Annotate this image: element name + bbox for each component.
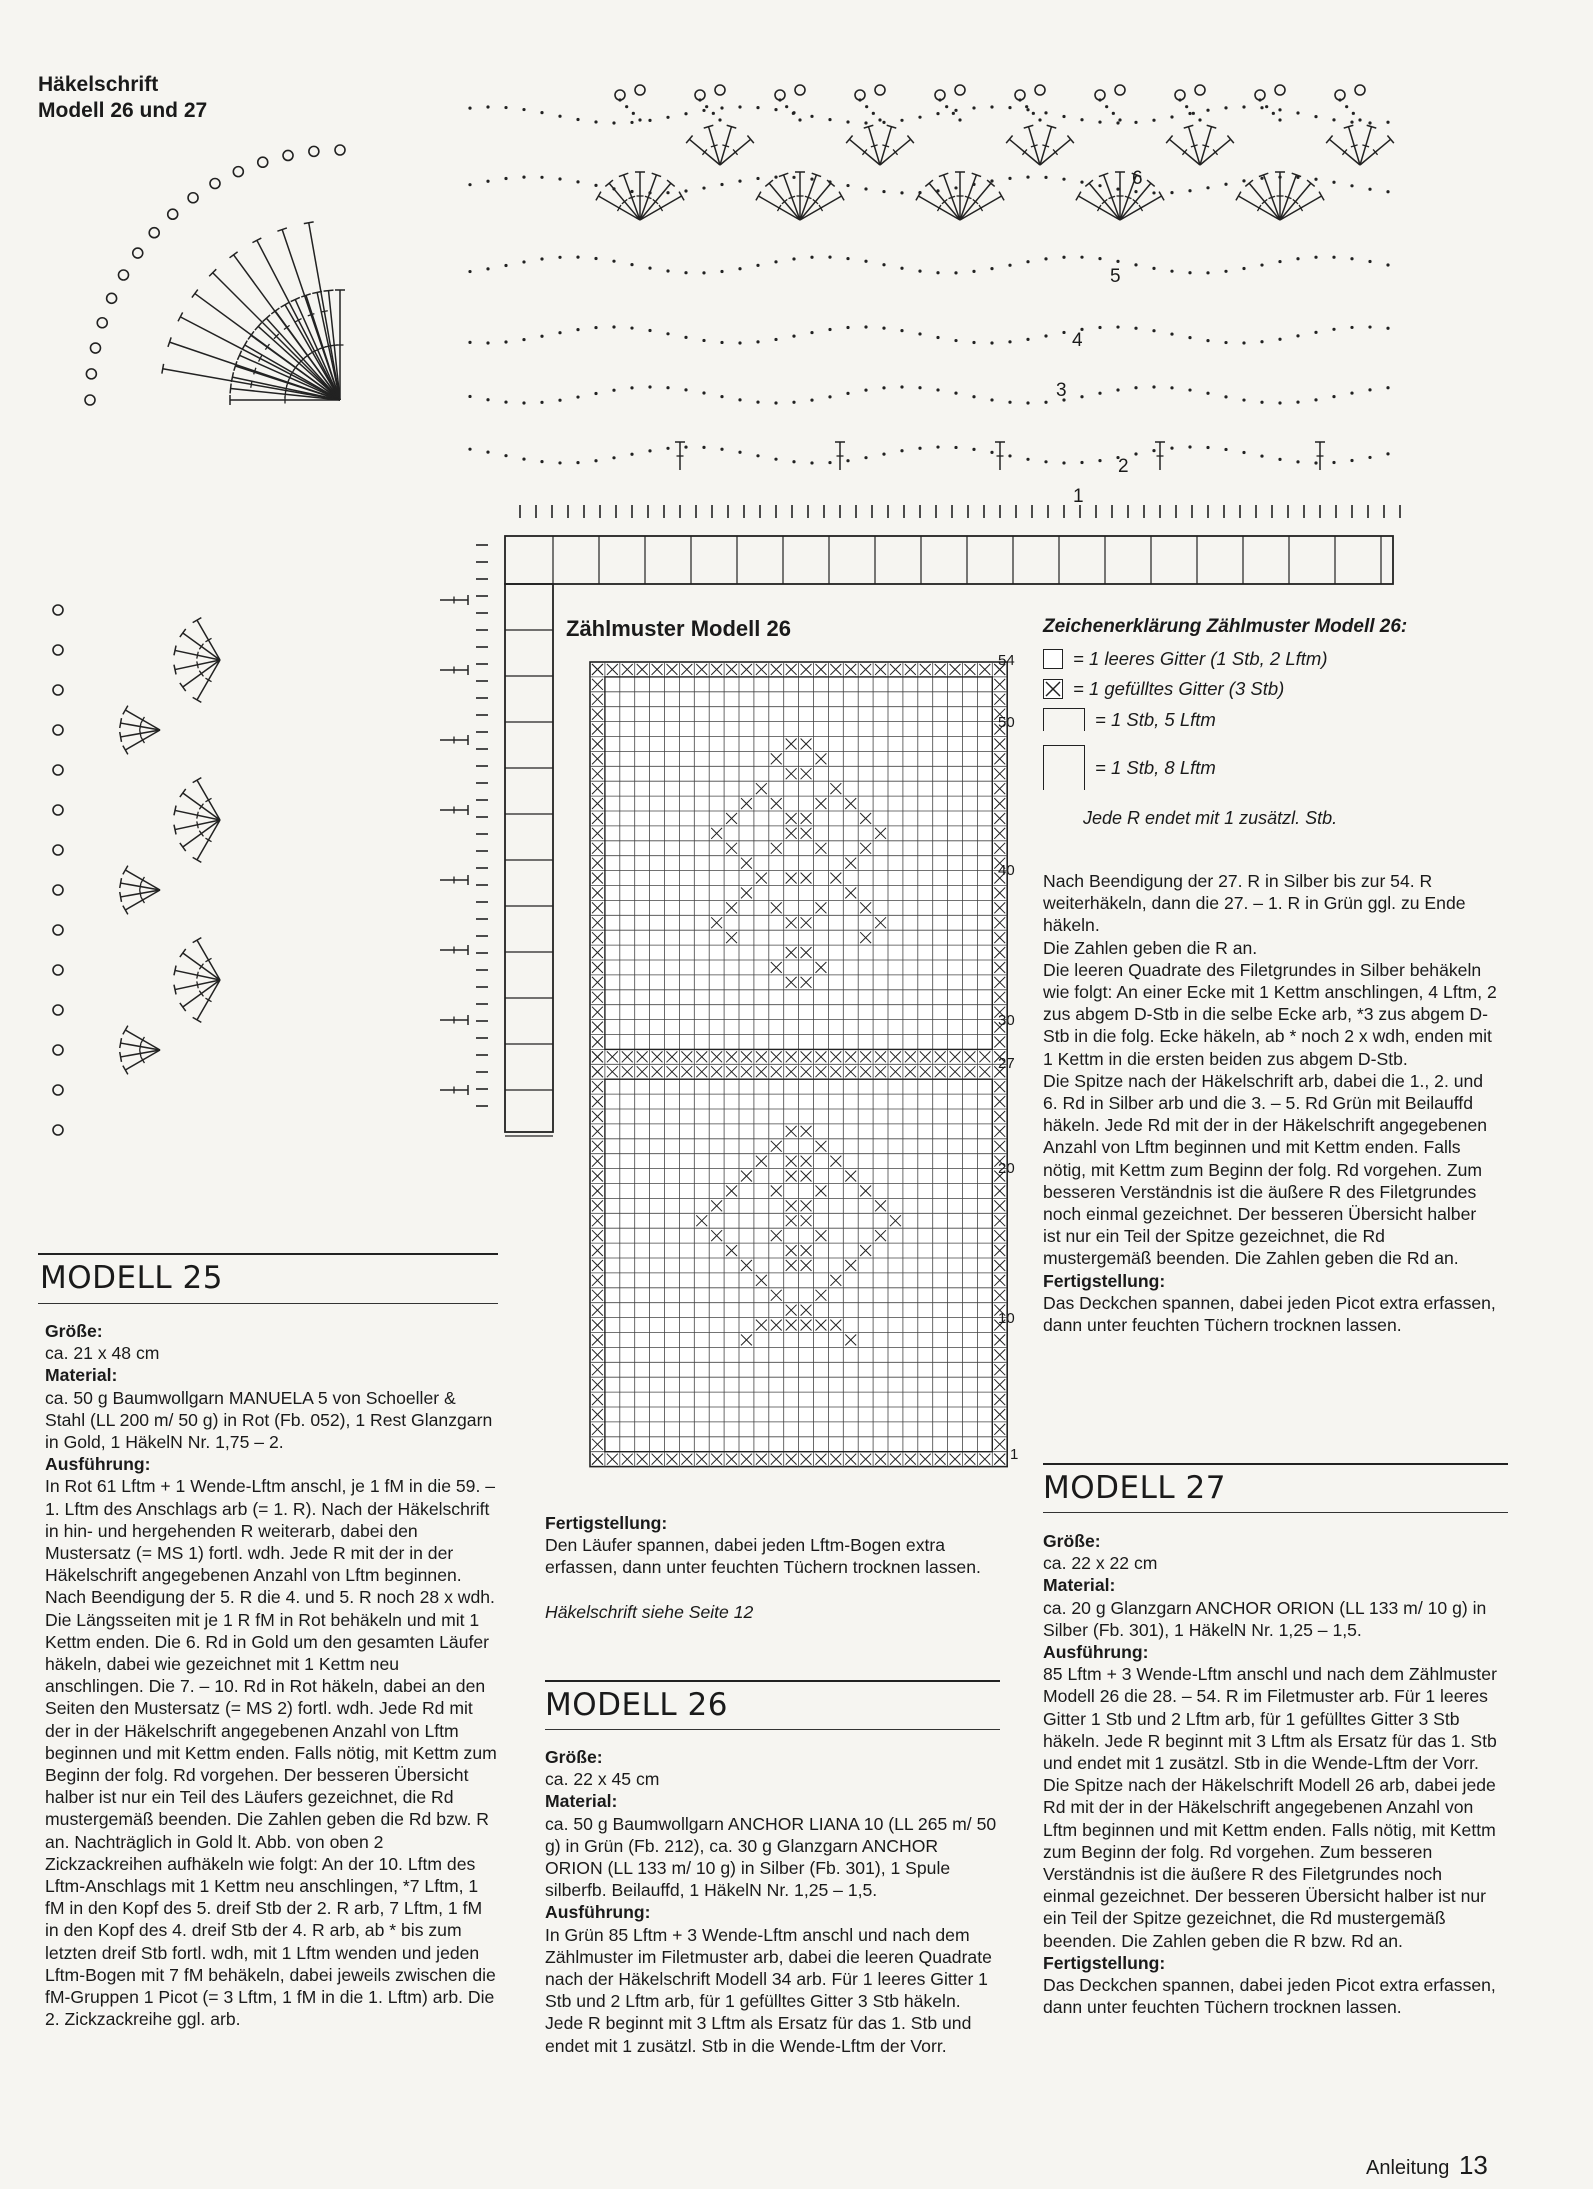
filet-chart bbox=[560, 640, 1030, 1480]
modell25-rule-bottom bbox=[38, 1303, 498, 1304]
row-number-2: 2 bbox=[1118, 456, 1129, 477]
legend-item-empty bbox=[1043, 648, 1563, 670]
modell26-groesse: ca. 22 x 45 cm bbox=[545, 1769, 660, 1790]
modell25-rule-top bbox=[38, 1253, 498, 1255]
empty-square-icon bbox=[1043, 649, 1063, 669]
modell26-rule-top bbox=[545, 1680, 1000, 1682]
diagram-title-line1: Häkelschrift bbox=[38, 73, 159, 96]
chart-row-27: 27 bbox=[998, 1055, 1015, 1072]
legend-item-bracket-small bbox=[1043, 708, 1563, 731]
modell26-heading: MODELL 26 bbox=[545, 1687, 728, 1723]
legend-note: Jede R endet mit 1 zusätzl. Stb. bbox=[1083, 808, 1338, 828]
chart-row-54: 54 bbox=[998, 652, 1015, 669]
legend bbox=[1043, 616, 1563, 829]
modell26-continuation bbox=[1043, 870, 1498, 1336]
right-p1: Nach Beendigung der 27. R in Silber bis zur 54. R weiterhäkeln, dann die 27. – 1. R in Grün ggl. zu Ende häkeln. bbox=[1043, 871, 1466, 936]
right-p3: Die leeren Quadrate des Filetgrundes in Silber behäkeln wie folgt: An einer Ecke mit 1 Kettm anschlingen, 4 Lftm, 2 zus abgem D-Stb in die selbe Ecke arb, *3 zus abgem D-Stb in die folg. Ecke häkeln, ab * noch 2 x wdh, enden mit 1 Kettm in die ersten beiden zus abgem D-Stb. bbox=[1043, 959, 1497, 1069]
row-number-3: 3 bbox=[1056, 380, 1067, 401]
footer-section: Anleitung bbox=[1366, 2157, 1450, 2179]
modell26-rule-bottom bbox=[545, 1729, 1000, 1730]
modell26-material-label: Material: bbox=[545, 1791, 618, 1812]
legend-title: Zeichenerklärung Zählmuster Modell 26: bbox=[1043, 616, 1408, 637]
modell26-ausfuehrung: In Grün 85 Lftm + 3 Wende-Lftm anschl und nach dem Zählmuster im Filetmuster arb, dabei die leeren Quadrate nach der Häkelschrift Modell 34 arb. Für 1 leeres Gitter 1 Stb und 2 Lftm arb, für 1 gefülltes Gitter 3 Stb häkeln. Jede R beginnt mit 3 Lftm als Ersatz für das 1. Stb und endet mit 1 zusätzl. Stb in die Wende-Lftm der Vorr. bbox=[545, 1924, 992, 2056]
modell26-ausfuehrung-label: Ausführung: bbox=[545, 1902, 651, 1923]
chart-row-50: 50 bbox=[998, 714, 1015, 731]
bracket-large-icon bbox=[1043, 745, 1085, 790]
legend-text-bracket-small: = 1 Stb, 5 Lftm bbox=[1095, 708, 1216, 730]
modell27-fertig-label: Fertigstellung: bbox=[1043, 1952, 1166, 1973]
filled-square-icon bbox=[1043, 679, 1063, 699]
right-fertig-label: Fertigstellung: bbox=[1043, 1270, 1166, 1291]
chart-title: Zählmuster Modell 26 bbox=[566, 616, 791, 641]
chart-row-10: 10 bbox=[998, 1310, 1015, 1327]
modell25-groesse: ca. 21 x 48 cm bbox=[45, 1343, 160, 1364]
modell27-material: ca. 20 g Glanzgarn ANCHOR ORION (LL 133 m/ 10 g) in Silber (Fb. 301), 1 HäkelN Nr. 1,25 – 1,5. bbox=[1043, 1597, 1487, 1640]
modell25-ausfuehrung: In Rot 61 Lftm + 1 Wende-Lftm anschl, je 1 fM in die 59. – 1. Lftm des Anschlags arb (= 1. R). Nach der Häkelschrift in hin- und hergehenden R weiterarb, dabei den Mustersatz (= MS 1) fortl. wdh. Jede R mit der in der Häkelschrift angegebenen Anzahl von Lftm beginnen. Nach Beendigung der 5. R die 4. und 5. R noch 28 x wdh. Die Längsseiten mit je 1 R fM in Rot behäkeln und mit 1 Kettm enden. Die 6. Rd in Gold um den gesamten Läufer häkeln, dabei wie gezeichnet mit 1 Kettm neu anschlingen. Die 7. – 10. Rd in Rot häkeln, dabei an den Seiten den Mustersatz (= MS 2) fortl. wdh. Jede Rd mit der in der Häkelschrift angegebenen Anzahl von Lftm beginnen und mit Kettm enden. Falls nötig, mit Kettm zum Beginn der folg. Rd vorgehen. Der besseren Übersicht halber ist nur ein Teil des Läufers gezeichnet, die Rd mustergemäß beenden. Die Zahlen geben die Rd bzw. R an. Nachträglich in Gold lt. Abb. von oben 2 Zickzackreihen aufhäkeln wie folgt: An der 10. Lftm des Lftm-Anschlags mit 1 Kettm neu anschlingen, *7 Lftm, 1 fM in den Kopf des 5. dreif Stb der 2. R arb, 7 Lftm, 1 fM in den Kopf des 4. dreif Stb der 4. R arb, ab * bis zum letzten dreif Stb fortl. wdh, mit 1 Lftm wenden und jeden Lftm-Bogen mit 7 fM behäkeln, dabei jeweils zwischen die fM-Gruppen 1 Picot (= 3 Lftm, 1 fM in die 1. Lftm) arb. Die 2. Zickzackreihe ggl. arb. bbox=[45, 1476, 497, 2030]
modell27-heading: MODELL 27 bbox=[1043, 1470, 1226, 1506]
modell27-fertig: Das Deckchen spannen, dabei jeden Picot extra erfassen, dann unter feuchten Tüchern trocknen lassen. bbox=[1043, 1975, 1496, 2018]
legend-item-filled bbox=[1043, 678, 1563, 700]
modell27-body bbox=[1043, 1530, 1498, 2018]
modell27-ausfuehrung: 85 Lftm + 3 Wende-Lftm anschl und nach dem Zählmuster Modell 26 die 28. – 54. R im Filetmuster arb. Für 1 leeres Gitter 1 Stb und 2 Lftm arb, für 1 gefülltes Gitter 3 Stb häkeln. Jede R beginnt mit 3 Lftm als Ersatz für das 1. Stb und endet mit 1 zusätzl. Stb in die Wende-Lftm der Vorr. bbox=[1043, 1664, 1497, 1774]
modell26-groesse-label: Größe: bbox=[545, 1747, 603, 1767]
modell25-ref: Häkelschrift siehe Seite 12 bbox=[545, 1601, 754, 1622]
row-number-6: 6 bbox=[1132, 168, 1143, 189]
modell25-end bbox=[545, 1512, 1000, 1623]
chart-row-1: 1 bbox=[1010, 1446, 1019, 1463]
legend-text-bracket-large: = 1 Stb, 8 Lftm bbox=[1095, 756, 1216, 778]
modell25-fertig: Den Läufer spannen, dabei jeden Lftm-Bogen extra erfassen, dann unter feuchten Tüchern trocknen lassen. bbox=[545, 1535, 981, 1578]
modell25-material-label: Material: bbox=[45, 1365, 118, 1386]
diagram-title-line2: Modell 26 und 27 bbox=[38, 99, 208, 122]
modell26-material: ca. 50 g Baumwollgarn ANCHOR LIANA 10 (LL 265 m/ 50 g) in Grün (Fb. 212), ca. 30 g Glanzgarn ANCHOR ORION (LL 133 m/ 10 g) in Silber (Fb. 301), 1 Spule silberfb. Beilauffd, 1 HäkelN Nr. 1,25 – 1,5. bbox=[545, 1813, 997, 1901]
right-p2: Die Zahlen geben die R an. bbox=[1043, 937, 1258, 958]
right-fertig: Das Deckchen spannen, dabei jeden Picot extra erfassen, dann unter feuchten Tüchern trocknen lassen. bbox=[1043, 1292, 1496, 1336]
page-number: 13 bbox=[1458, 2150, 1488, 2180]
modell27-groesse-label: Größe: bbox=[1043, 1531, 1101, 1551]
bracket-small-icon bbox=[1043, 708, 1085, 731]
footer bbox=[1366, 2150, 1488, 2181]
modell25-fertig-label: Fertigstellung: bbox=[545, 1513, 668, 1533]
modell27-ausfuehrung-label: Ausführung: bbox=[1043, 1642, 1149, 1663]
row-number-1: 1 bbox=[1073, 486, 1084, 507]
modell25-body bbox=[45, 1320, 498, 2031]
modell27-p2: Die Spitze nach der Häkelschrift Modell 26 arb, dabei jede Rd mit der in der Häkelschrift angegebenen Anzahl von Lftm beginnen und mit Kettm enden. Falls nötig, mit Kettm zum Beginn der folg. Rd vorgehen. Zum besseren Verständnis ist die äußere R des Filetgrundes noch einmal gezeichnet. Der besseren Übersicht halber ist nur ein Teil der Spitze gezeichnet, die Rd mustergemäß beenden. Die Zahlen geben die R bzw. Rd an. bbox=[1043, 1775, 1496, 1951]
chart-row-40: 40 bbox=[998, 862, 1015, 879]
modell25-groesse-label: Größe: bbox=[45, 1321, 103, 1341]
chart-row-20: 20 bbox=[998, 1160, 1015, 1177]
modell27-rule-top bbox=[1043, 1463, 1508, 1465]
row-number-5: 5 bbox=[1110, 266, 1121, 287]
modell25-material: ca. 50 g Baumwollgarn MANUELA 5 von Schoeller & Stahl (LL 200 m/ 50 g) in Rot (Fb. 052), 1 Rest Glanzgarn in Gold, 1 HäkelN Nr. 1,75 – 2. bbox=[45, 1387, 493, 1453]
modell27-material-label: Material: bbox=[1043, 1575, 1116, 1596]
chart-row-30: 30 bbox=[998, 1012, 1015, 1029]
modell26-body bbox=[545, 1746, 1000, 2057]
row-number-4: 4 bbox=[1072, 330, 1083, 351]
right-p4: Die Spitze nach der Häkelschrift arb, dabei die 1., 2. und 6. Rd in Silber arb und die 3. – 5. Rd Grün mit Beilauffd häkeln. Jede Rd mit der in der Häkelschrift angegebenen Anzahl von Lftm beginnen und mit Kettm enden. Falls nötig, mit Kettm zum Beginn der folg. Rd vorgehen. Zum besseren Verständnis ist die äußere R des Filetgrundes noch einmal gezeichnet. Der besseren Übersicht halber ist nur ein Teil der Spitze gezeichnet, die Rd mustergemäß beenden. Die Zahlen geben die Rd an. bbox=[1043, 1070, 1488, 1269]
modell25-ausfuehrung-label: Ausführung: bbox=[45, 1454, 151, 1475]
legend-item-bracket-large bbox=[1043, 745, 1563, 790]
modell25-heading: MODELL 25 bbox=[40, 1260, 223, 1296]
modell27-groesse: ca. 22 x 22 cm bbox=[1043, 1553, 1158, 1574]
legend-text-empty: = 1 leeres Gitter (1 Stb, 2 Lftm) bbox=[1073, 648, 1328, 669]
legend-text-filled: = 1 gefülltes Gitter (3 Stb) bbox=[1073, 678, 1285, 699]
modell27-rule-bottom bbox=[1043, 1512, 1508, 1513]
